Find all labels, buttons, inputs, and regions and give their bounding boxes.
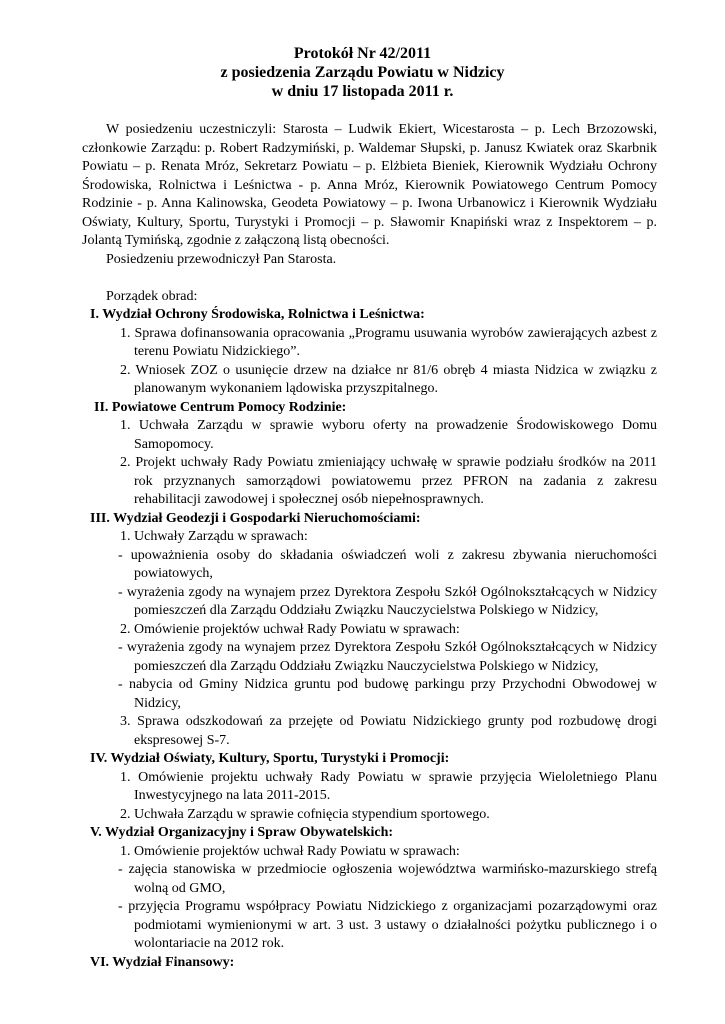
- section-heading-6: VI. Wydział Finansowy:: [90, 954, 235, 970]
- agenda-label: Porządek obrad:: [106, 288, 198, 304]
- title-line-2: z posiedzenia Zarządu Powiatu w Nidzicy: [220, 64, 505, 81]
- section-heading-3: III. Wydział Geodezji i Gospodarki Nieruchomościami:: [90, 510, 421, 526]
- agenda-item: 1. Omówienie projektu uchwały Rady Powiatu w sprawie przyjęcia Wieloletniego Planu Inwestycyjnego na lata 2011-2015.: [120, 769, 657, 803]
- agenda-subitem: - wyrażenia zgody na wynajem przez Dyrektora Zespołu Szkół Ogólnokształcących w Nidzicy pomieszczeń dla Zarządu Oddziału Związku Nauczycielstwa Polskiego w Nidzicy,: [118, 640, 657, 674]
- section-heading-2: II. Powiatowe Centrum Pomocy Rodzinie:: [94, 399, 347, 415]
- agenda-item: 2. Projekt uchwały Rady Powiatu zmieniający uchwałę w sprawie podziału środków na 2011 rok przyznanych samorządowi powiatowemu przez PFRON na zadania z zakresu rehabilitacji zawodowej i społecznej osób niepełnosprawnych.: [120, 455, 657, 507]
- agenda-item: 2. Uchwała Zarządu w sprawie cofnięcia stypendium sportowego.: [120, 806, 490, 822]
- participants-paragraph: W posiedzeniu uczestniczyli: Starosta – Ludwik Ekiert, Wicestarosta – p. Lech Brzozowski, członkowie Zarządu: p. Robert Radzymiński, p. Waldemar Słupski, p. Janusz Kwiatek oraz Skarbnik Powiatu – p. Renata Mróz, Sekretarz Powiatu – p. Elżbieta Bieniek, Kierownik Wydziału Ochrony Środowiska, Rolnictwa i Leśnictwa - p. Anna Mróz, Kierownik Powiatowego Centrum Pomocy Rodzinie - p. Anna Kalinowska, Geodeta Powiatowy – p. Iwona Urbanowicz i Kierownik Wydziału Oświaty, Kultury, Sportu, Turystyki i Promocji – p. Sławomir Knapiński wraz z Inspektorem – p. Jolantą Tymińską, zgodnie z załączoną listą obecności.: [82, 122, 657, 248]
- agenda-item: 2. Wniosek ZOZ o usunięcie drzew na działce nr 81/6 obręb 4 miasta Nidzica w związku z planowanym wykonaniem lądowiska przyszpitalnego.: [120, 362, 657, 396]
- chair-paragraph: Posiedzeniu przewodniczył Pan Starosta.: [106, 251, 337, 267]
- agenda-item: 2. Omówienie projektów uchwał Rady Powiatu w sprawach:: [120, 621, 460, 637]
- title-line-1: Protokół Nr 42/2011: [293, 45, 432, 62]
- agenda-subitem: - zajęcia stanowiska w przedmiocie ogłoszenia województwa warmińsko-mazurskiego strefą wolną od GMO,: [118, 862, 657, 896]
- agenda-item: 3. Sprawa odszkodowań za przejęte od Powiatu Nidzickiego grunty pod rozbudowę drogi ekspresowej S-7.: [120, 714, 657, 748]
- section-heading-1: I. Wydział Ochrony Środowiska, Rolnictwa i Leśnictwa:: [90, 307, 425, 322]
- document-title: [0, 44, 725, 101]
- section-heading-5: V. Wydział Organizacyjny i Spraw Obywatelskich:: [90, 825, 394, 840]
- agenda-subitem: - nabycia od Gminy Nidzica gruntu pod budowę parkingu przy Przychodni Obwodowej w Nidzicy,: [118, 677, 657, 711]
- agenda-item: 1. Sprawa dofinansowania opracowania „Programu usuwania wyrobów zawierających azbest z terenu Powiatu Nidzickiego”.: [120, 325, 657, 359]
- section-heading-4: IV. Wydział Oświaty, Kultury, Sportu, Turystyki i Promocji:: [90, 751, 450, 766]
- agenda-item: 1. Uchwała Zarządu w sprawie wyboru oferty na prowadzenie Środowiskowego Domu Samopomocy.: [120, 418, 657, 452]
- agenda-item: 1. Uchwały Zarządu w sprawach:: [120, 529, 308, 544]
- title-line-3: w dniu 17 listopada 2011 r.: [271, 83, 454, 100]
- document-body: [82, 121, 657, 972]
- agenda-subitem: - wyrażenia zgody na wynajem przez Dyrektora Zespołu Szkół Ogólnokształcących w Nidzicy pomieszczeń dla Zarządu Oddziału Związku Nauczycielstwa Polskiego w Nidzicy,: [118, 584, 657, 618]
- agenda-item: 1. Omówienie projektów uchwał Rady Powiatu w sprawach:: [120, 843, 460, 859]
- agenda-subitem: - przyjęcia Programu współpracy Powiatu Nidzickiego z organizacjami pozarządowymi oraz podmiotami wymienionymi w art. 3 ust. 3 ustawy o działalności pożytku publicznego i o wolontariacie na 2012 rok.: [118, 899, 657, 951]
- agenda-subitem: - upoważnienia osoby do składania oświadczeń woli z zakresu zbywania nieruchomości powiatowych,: [118, 547, 657, 581]
